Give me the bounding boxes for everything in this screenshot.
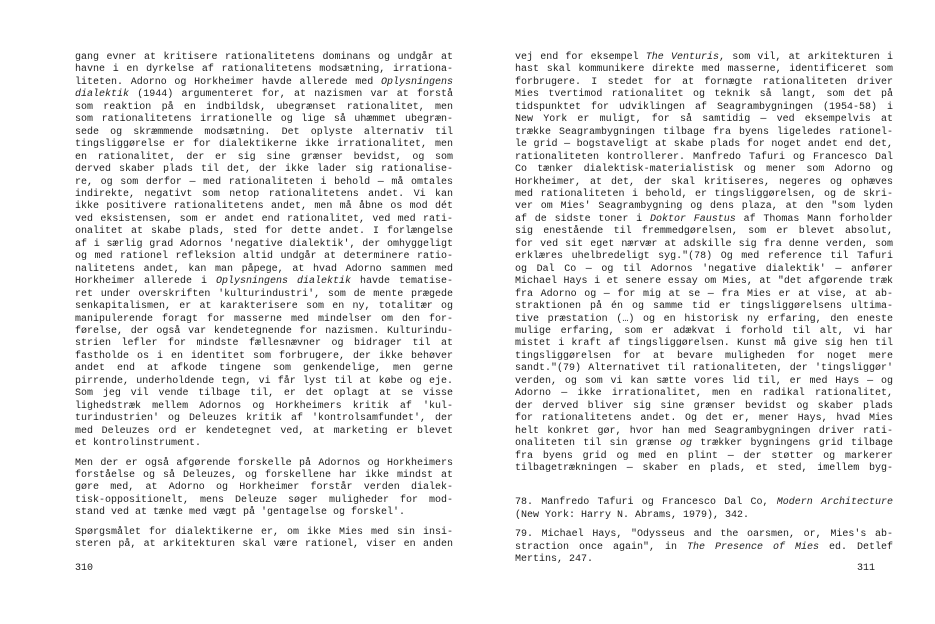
text-line: steren på, at arkitekturen skal være rationel, viser en anden (75, 539, 453, 551)
text-line: førelse, der også var kendetegnende for nazismen. Kulturindu- (75, 325, 453, 337)
paragraph (75, 52, 453, 451)
text-line: 78. Manfredo Tafuri og Francesco Dal Co, Modern Architecture (515, 497, 893, 509)
paragraph (75, 527, 453, 552)
text-line: for rationalitetens andet. Og det er, mener Hays, hvad Mies (515, 413, 893, 425)
footnote (515, 497, 893, 522)
text-line: tisk-oppositionelt, mens Deleuze søger muligheder for mod- (75, 494, 453, 506)
text-line: indirekte, negativt som netop rationalitetens andet. Vi kan (75, 188, 453, 200)
text-line: tilbagetrækningen — skaber en plads, et sted, imellem byg- (515, 462, 893, 474)
text-line: med rationaliteten i behold, er tingsliggørelsen, og de skri- (515, 188, 893, 200)
text-line: Spørgsmålet for dialektikerne er, om ikke Mies med sin insi- (75, 526, 453, 538)
text-line: trække Seagrambygningen tilbage fra byens ligeledes rationel- (515, 126, 893, 138)
text-line: gang evner at kritisere rationalitetens dominans og undgår at (75, 52, 453, 63)
text-line: derved skaber plads til det, der ikke lader sig rationalise- (75, 164, 453, 176)
text-line: Adorno — ikke irrationalitet, men en radikal rationalitet, (515, 388, 893, 400)
text-line: lighedstræk mellem Adornos og Horkheimers kritik af 'kul- (75, 400, 453, 412)
text-line: New York er muligt, for så samtidig — ved eksempelvis at (515, 114, 893, 126)
text-line: tingsliggørelsen for at bevare muligheden for noget mere (515, 350, 893, 362)
text-line: sede og skræmmende modsætning. Det oplyste alternativ til (75, 126, 453, 138)
text-line: andet end at afkode tingene som genkendelige, men gerne (75, 363, 453, 375)
text-line: Mertins, 247. (515, 554, 594, 566)
text-line: forståelse og så Deleuzes, og forskellene har ikke mindst at (75, 469, 453, 481)
text-line: havne i en dyrkelse af rationalitetens modsætning, irrationa- (75, 64, 453, 76)
text-line: forbrugere. I stedet for at fornægte rationaliteten driver (515, 76, 893, 88)
text-line: verden, og som vi kan sætte vores lid til, er med Hays — og (515, 375, 893, 387)
text-line: som reaktion på en indbildsk, ubegrænset rationalitet, men (75, 101, 453, 113)
page-left-text-column (75, 52, 453, 552)
text-line: onalitet at skabe plads, sted for dette andet. I forlængelse (75, 226, 453, 238)
text-line: et kontrolinstrument. (75, 438, 202, 450)
text-line: dialektik (1944) argumenteret for, at nazismen var at forstå (75, 89, 453, 101)
text-line: pirrende, underholdende tegn, vi får lyst til at købe og eje. (75, 375, 453, 387)
text-line: fra Adorno og — for mig at se — fra Mies er at vise, at ab- (515, 288, 893, 300)
text-line: for ved sit eget nærvær at adskille sig fra denne verden, som (515, 238, 893, 250)
text-line: helt konkret gør, hvor han med Seagrambygningen driver rati- (515, 425, 893, 437)
text-line: ver om Mies' Seagrambygning og dens plaza, at den "som lyden (515, 201, 893, 213)
page-number-right: 311 (856, 563, 875, 574)
text-line: strien lefler for mindste fællesnævner og bidrager til at (75, 338, 453, 350)
text-line: som rationalitetens irrationelle og lige så uhæmmet ubegræn- (75, 114, 453, 126)
text-line: Horkheimer, at det, der skal kritiseres, negeres og ophæves (515, 176, 893, 188)
text-line: straction once again", in The Presence of Mies ed. Detlef (515, 541, 893, 553)
text-line: fastholde os i en identitet som forbrugere, der ikke behøver (75, 350, 453, 362)
text-line: 79. Michael Hays, "Odysseus and the oarsmen, or, Mies's ab- (515, 529, 893, 541)
text-line: Co tænker dialektisk-materialistisk og mener som Adorno og (515, 164, 893, 176)
text-line: af de sidste toner i Doktor Faustus af Thomas Mann forholder (515, 213, 893, 225)
text-line: turindustrien' og Deleuzes kritik af 'kontrolsamfundet', der (75, 413, 453, 425)
text-line: Horkheimer allerede i Oplysningens dialektik havde tematise- (75, 276, 453, 288)
text-line: Som jeg vil vende tilbage til, er det oplagt at se visse (75, 388, 453, 400)
text-line: liteten. Adorno og Horkheimer havde allerede med Oplysningens (75, 76, 453, 88)
text-line: senkapitalismen, er at karakterisere som en ny, totalitær og (75, 301, 453, 313)
footnotes-block (515, 497, 893, 566)
text-line: mulige erfaring, som er adækvat i forhold til alt, vi har (515, 325, 893, 337)
text-line: sandt."(79) Alternativet til rationaliteten, der 'tingsliggør' (515, 363, 893, 375)
text-line: mistet i kraft af tingsliggørelsen. Kunst må give sig hen til (515, 338, 893, 350)
text-line: der derved bliver sig sine grænser bevidst og skaber plads (515, 400, 893, 412)
text-line: tingsliggørelse er for dialektikerne ikke irrationalitet, men (75, 139, 453, 151)
text-line: tive præstation (…) og en historisk ny erfaring, den eneste (515, 313, 893, 325)
text-line: manipulerende foragt for masserne med mindelser om den for- (75, 313, 453, 325)
text-line: (New York: Harry N. Abrams, 1979), 342. (515, 509, 750, 521)
text-line: le grid — bogstaveligt at skabe plads for noget andet end det, (515, 139, 893, 151)
text-line: Mies tvertimod rationalitet og teknik så langt, som det på (515, 89, 893, 101)
page-right-text-column (515, 52, 893, 567)
paragraph (75, 458, 453, 520)
text-line: hast skal kommunikere direkte med masserne, identificeret som (515, 64, 893, 76)
text-line: sig enestående til fremmedgørelsen, som er blevet absolut, (515, 226, 893, 238)
text-line: med Deleuzes ord er kendetegnet ved, at marketing er blevet (75, 425, 453, 437)
text-line: ikke positivere rationalitetens andet, men må åbne os mod dét (75, 201, 453, 213)
text-line: nalitetens andet, kan man påpege, at hvad Adorno sammen med (75, 263, 453, 275)
text-line: re, og som derfor — med rationaliteten i behold — må omtales (75, 176, 453, 188)
text-line: straktionen på én og samme tid er tingsliggørelsens ultima- (515, 301, 893, 313)
text-line: erklæres uhelbredeligt syg."(78) Og med reference til Tafuri (515, 251, 893, 263)
text-line: gøre med, at Adorno og Horkheimer forstår verden dialek- (75, 482, 453, 494)
text-line: ret under overskriften 'kulturindustri', som de mente prægede (75, 288, 453, 300)
footnote (515, 529, 893, 566)
text-line: Michael Hays i et senere essay om Mies, at "det afgørende træk (515, 276, 893, 288)
text-line: rationaliteten kontrollerer. Manfredo Tafuri og Francesco Dal (515, 151, 893, 163)
text-line: fra byens grid og med en plint — der støtter og markerer (515, 450, 893, 462)
paragraph (515, 52, 893, 475)
text-line: og Dal Co — og til Adornos 'negative dialektik' — anfører (515, 263, 893, 275)
text-line: tidspunktet for udviklingen af Seagrambygningen (1954-58) i (515, 101, 893, 113)
text-line: og med rationel refleksion altid undgår at determinere ratio- (75, 251, 453, 263)
text-line: af i særlig grad Adornos 'negative dialektik', der omhyggeligt (75, 238, 453, 250)
text-line: vej end for eksempel The Venturis, som vil, at arkitekturen i (515, 52, 894, 63)
text-line: en rationalitet, der er sig sine grænser bevidst, og som (75, 151, 453, 163)
page-number-left: 310 (75, 563, 94, 574)
text-line: ved eksistensen, som er andet end rationalitet, ved med rati- (75, 213, 453, 225)
text-line: onaliteten til sin grænse og trækker bygningens grid tilbage (515, 438, 894, 450)
text-line: stand ved at tænke med vægt på 'gentagelse og forskel'. (75, 507, 406, 519)
text-line: Men der er også afgørende forskelle på Adornos og Horkheimers (75, 457, 453, 469)
